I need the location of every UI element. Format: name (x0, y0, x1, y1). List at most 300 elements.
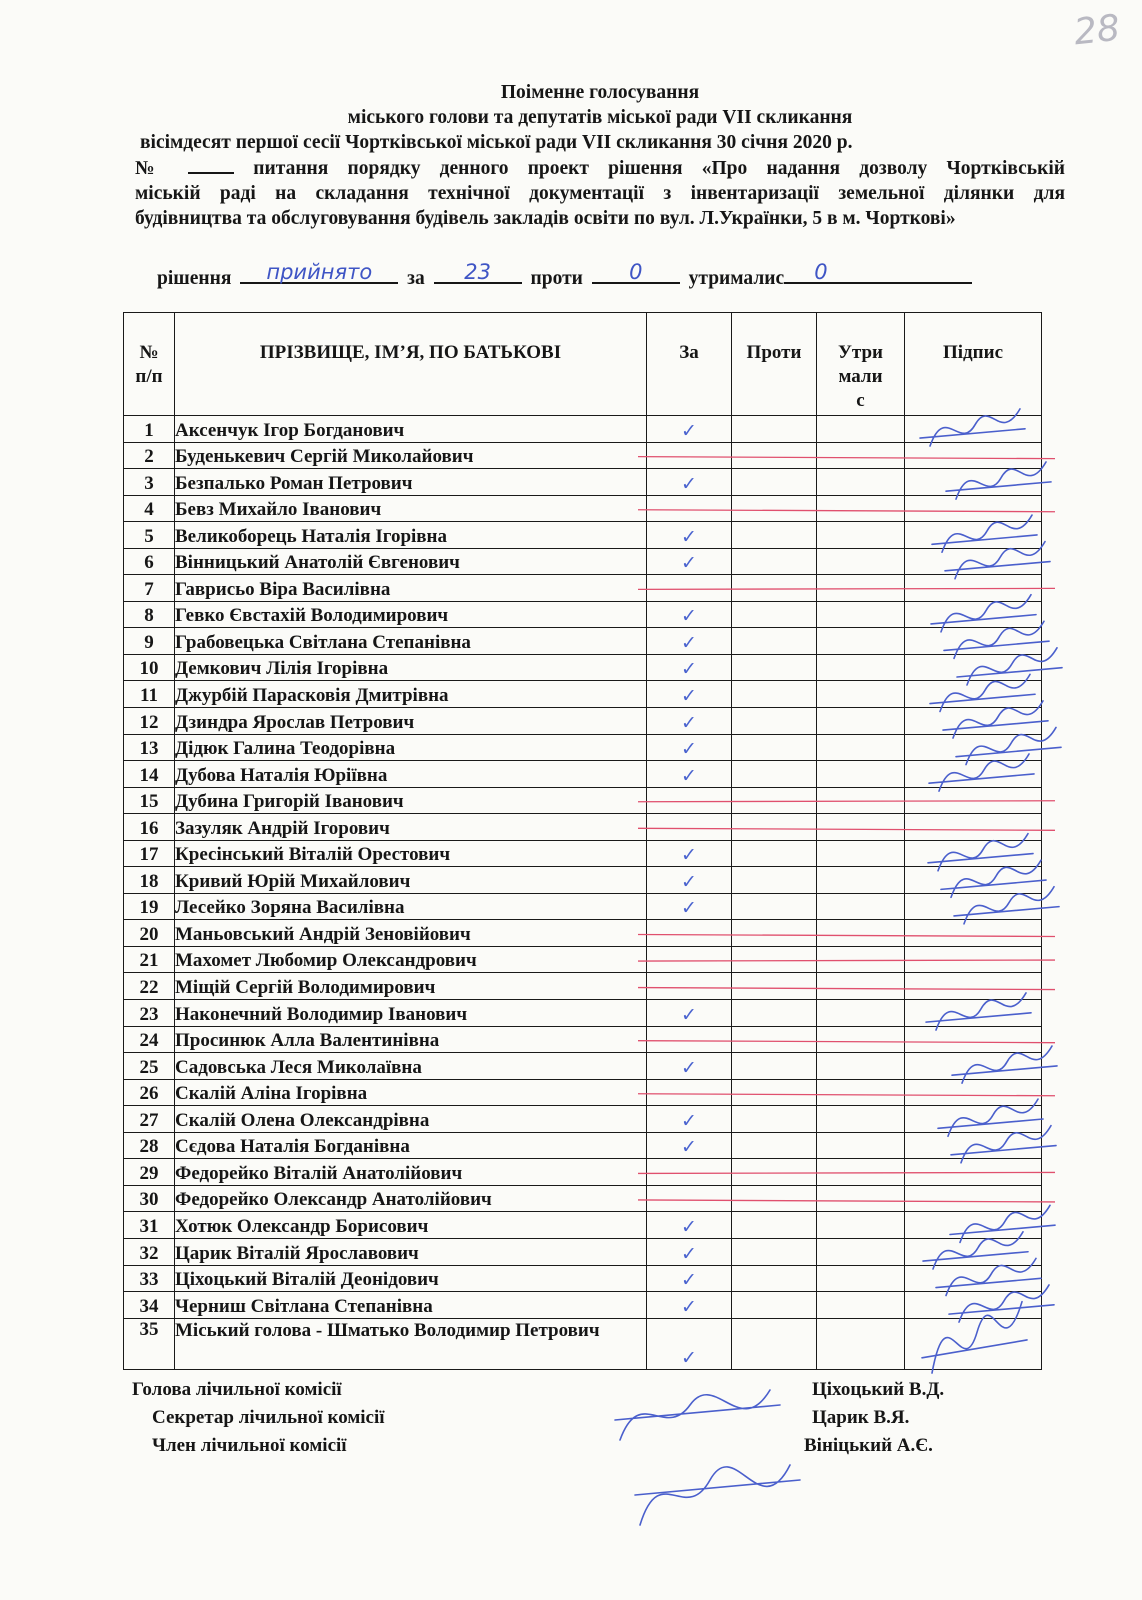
signature-cell (905, 681, 1042, 708)
row-number: 31 (124, 1212, 175, 1239)
checkmark-icon: ✓ (681, 631, 697, 654)
row-number: 34 (124, 1292, 175, 1319)
row-number: 26 (124, 1079, 175, 1106)
checkmark-icon: ✓ (681, 1215, 697, 1238)
signature-cell (905, 1000, 1042, 1027)
checkmark-icon: ✓ (681, 1003, 697, 1026)
checkmark-icon: ✓ (681, 1109, 697, 1132)
vote-against-cell (732, 734, 817, 761)
vote-for-cell (647, 893, 732, 920)
signature-cell (905, 787, 1042, 814)
row-number: 17 (124, 840, 175, 867)
member-name: Царик Віталій Ярославович (175, 1238, 647, 1265)
vote-abstained-cell (817, 1265, 905, 1292)
vote-abstained-cell (817, 920, 905, 947)
signature-cell (905, 840, 1042, 867)
member-name: Дубова Наталія Юріївна (175, 761, 647, 788)
table-row (124, 654, 1042, 681)
vote-abstained-cell (817, 708, 905, 735)
row-number: 13 (124, 734, 175, 761)
vote-for-cell (647, 469, 732, 496)
abstained-label: утрималис (688, 268, 785, 289)
signature-cell (905, 469, 1042, 496)
signature-cell (905, 442, 1042, 469)
vote-for-cell (647, 442, 732, 469)
vote-abstained-cell (817, 575, 905, 602)
signature-cell (905, 1159, 1042, 1186)
member-name: Махомет Любомир Олександрович (175, 946, 647, 973)
vote-for-cell (647, 548, 732, 575)
against-field (592, 262, 680, 284)
vote-abstained-cell (817, 734, 905, 761)
member-name: Зазуляк Андрій Ігорович (175, 814, 647, 841)
vote-for-cell (647, 1318, 732, 1369)
vote-for-cell (647, 1238, 732, 1265)
for-label: за (407, 268, 425, 289)
table-row (124, 1053, 1042, 1080)
vote-for-cell (647, 1212, 732, 1239)
member-name: Аксенчук Ігор Богданович (175, 416, 647, 443)
vote-against-cell (732, 1292, 817, 1319)
table-row (124, 893, 1042, 920)
row-number: 33 (124, 1265, 175, 1292)
signature-cell (905, 1026, 1042, 1053)
row-number: 12 (124, 708, 175, 735)
vote-abstained-cell (817, 893, 905, 920)
for-value: 23 (464, 260, 491, 284)
vote-abstained-cell (817, 1292, 905, 1319)
table-row (124, 761, 1042, 788)
row-number: 21 (124, 946, 175, 973)
table-row (124, 548, 1042, 575)
header-line-1: Поіменне голосування (500, 82, 700, 103)
item-number-sign: № (135, 158, 169, 179)
checkmark-icon: ✓ (681, 1346, 697, 1369)
vote-for-cell (647, 761, 732, 788)
row-number: 29 (124, 1159, 175, 1186)
header-name: ПРІЗВИЩЕ, ІМ’Я, ПО БАТЬКОВІ (175, 313, 647, 416)
signature-cell (905, 973, 1042, 1000)
signature-cell (905, 575, 1042, 602)
vote-against-cell (732, 1053, 817, 1080)
vote-for-cell (647, 654, 732, 681)
checkmark-icon: ✓ (681, 844, 697, 867)
commission-signature (635, 1465, 800, 1525)
commission-member-label: Член лічильної комісії (152, 1435, 347, 1456)
signature-cell (905, 1185, 1042, 1212)
member-name: Садовська Леся Миколаївна (175, 1053, 647, 1080)
vote-against-cell (732, 522, 817, 549)
commission-chair-name: Ціхоцький В.Д. (812, 1379, 945, 1400)
row-number: 24 (124, 1026, 175, 1053)
vote-for-cell (647, 867, 732, 894)
table-row (124, 495, 1042, 522)
member-name: Просинюк Алла Валентинівна (175, 1026, 647, 1053)
header-line-5: міській раді на складання технічної документації з інвентаризації земельної ділянки для (135, 183, 1065, 204)
member-name: Гаврисьо Віра Василівна (175, 575, 647, 602)
signature-cell (905, 946, 1042, 973)
vote-against-cell (732, 1318, 817, 1369)
vote-against-cell (732, 1159, 817, 1186)
vote-abstained-cell (817, 787, 905, 814)
checkmark-icon: ✓ (681, 1242, 697, 1265)
vote-against-cell (732, 814, 817, 841)
checkmark-icon: ✓ (681, 1056, 697, 1079)
table-row (124, 787, 1042, 814)
table-row (124, 1026, 1042, 1053)
member-name: Скалій Олена Олександрівна (175, 1106, 647, 1133)
checkmark-icon: ✓ (681, 472, 697, 495)
table-header-row (124, 313, 1042, 416)
vote-against-cell (732, 601, 817, 628)
vote-abstained-cell (817, 1318, 905, 1369)
member-name: Дідюк Галина Теодорівна (175, 734, 647, 761)
vote-abstained-cell (817, 1106, 905, 1133)
vote-against-cell (732, 1238, 817, 1265)
signature-cell (905, 548, 1042, 575)
vote-for-cell (647, 522, 732, 549)
row-number: 15 (124, 787, 175, 814)
member-name: Вінницький Анатолій Євгенович (175, 548, 647, 575)
row-number: 20 (124, 920, 175, 947)
table-row (124, 920, 1042, 947)
table-row (124, 973, 1042, 1000)
row-number: 9 (124, 628, 175, 655)
member-name: Грабовецька Світлана Степанівна (175, 628, 647, 655)
signature-cell (905, 628, 1042, 655)
table-row (124, 708, 1042, 735)
member-name: Бевз Михайло Іванович (175, 495, 647, 522)
vote-abstained-cell (817, 867, 905, 894)
row-number: 2 (124, 442, 175, 469)
vote-for-cell (647, 787, 732, 814)
member-name: Сєдова Наталія Богданівна (175, 1132, 647, 1159)
vote-for-cell (647, 601, 732, 628)
signature-cell (905, 734, 1042, 761)
vote-abstained-cell (817, 973, 905, 1000)
vote-against-cell (732, 920, 817, 947)
vote-for-cell (647, 1265, 732, 1292)
checkmark-icon: ✓ (681, 525, 697, 548)
vote-for-cell (647, 920, 732, 947)
member-name: Міський голова - Шматько Володимир Петрович (175, 1318, 647, 1369)
member-name: Великоборець Наталія Ігорівна (175, 522, 647, 549)
table-row (124, 1132, 1042, 1159)
member-name: Кривий Юрій Михайлович (175, 867, 647, 894)
signature-cell (905, 893, 1042, 920)
vote-abstained-cell (817, 1185, 905, 1212)
signature-cell (905, 495, 1042, 522)
commission-names (804, 1376, 945, 1460)
checkmark-icon: ✓ (681, 738, 697, 761)
vote-abstained-cell (817, 1026, 905, 1053)
header-signature: Підпис (905, 313, 1042, 416)
row-number: 4 (124, 495, 175, 522)
row-number: 3 (124, 469, 175, 496)
signature-cell (905, 654, 1042, 681)
row-number: 28 (124, 1132, 175, 1159)
decision-value: прийнято (266, 260, 373, 284)
signature-cell (905, 1053, 1042, 1080)
vote-for-cell (647, 1106, 732, 1133)
vote-abstained-cell (817, 416, 905, 443)
table-row (124, 522, 1042, 549)
vote-for-cell (647, 628, 732, 655)
signature-cell (905, 522, 1042, 549)
abstained-field (784, 262, 972, 284)
commission-labels (132, 1376, 385, 1460)
vote-against-cell (732, 893, 817, 920)
vote-against-cell (732, 654, 817, 681)
vote-for-cell (647, 946, 732, 973)
vote-against-cell (732, 1106, 817, 1133)
row-number: 32 (124, 1238, 175, 1265)
row-number: 27 (124, 1106, 175, 1133)
member-name: Дзиндра Ярослав Петрович (175, 708, 647, 735)
member-name: Демкович Лілія Ігорівна (175, 654, 647, 681)
vote-against-cell (732, 442, 817, 469)
vote-abstained-cell (817, 442, 905, 469)
vote-against-cell (732, 416, 817, 443)
vote-against-cell (732, 708, 817, 735)
checkmark-icon: ✓ (681, 1136, 697, 1159)
header-line-6: будівництва та обслуговування будівель закладів освіти по вул. Л.Українки, 5 в м. Чорткові» (135, 208, 956, 229)
member-name: Федорейко Віталій Анатолійович (175, 1159, 647, 1186)
vote-abstained-cell (817, 1132, 905, 1159)
table-body (124, 416, 1042, 1370)
table-row (124, 1159, 1042, 1186)
vote-against-cell (732, 469, 817, 496)
table-row (124, 575, 1042, 602)
member-name: Лесейко Зоряна Василівна (175, 893, 647, 920)
vote-for-cell (647, 1026, 732, 1053)
table-row (124, 1079, 1042, 1106)
vote-against-cell (732, 495, 817, 522)
vote-against-cell (732, 973, 817, 1000)
signature-cell (905, 416, 1042, 443)
vote-against-cell (732, 840, 817, 867)
checkmark-icon: ✓ (681, 1295, 697, 1318)
table-row (124, 628, 1042, 655)
signature-cell (905, 601, 1042, 628)
signature-cell (905, 1106, 1042, 1133)
header-line-4-text: питання порядку денного проект рішення «Про надання дозволу Чортківській (253, 158, 1065, 179)
vote-against-cell (732, 867, 817, 894)
decision-field (240, 262, 398, 284)
row-number: 35 (124, 1318, 175, 1369)
row-number: 7 (124, 575, 175, 602)
vote-table (123, 312, 1042, 1370)
signature-cell (905, 1265, 1042, 1292)
vote-abstained-cell (817, 601, 905, 628)
header-line-4 (135, 155, 1065, 181)
vote-against-cell (732, 1026, 817, 1053)
member-name: Буденькевич Сергій Миколайович (175, 442, 647, 469)
signature-cell (905, 1238, 1042, 1265)
checkmark-icon: ✓ (681, 685, 697, 708)
vote-for-cell (647, 840, 732, 867)
against-value: 0 (629, 260, 643, 284)
vote-abstained-cell (817, 522, 905, 549)
table-row (124, 469, 1042, 496)
signature-cell (905, 761, 1042, 788)
table-row (124, 1212, 1042, 1239)
vote-abstained-cell (817, 1238, 905, 1265)
table-row (124, 946, 1042, 973)
table-row (124, 1106, 1042, 1133)
checkmark-icon: ✓ (681, 552, 697, 575)
member-name: Хотюк Олександр Борисович (175, 1212, 647, 1239)
vote-abstained-cell (817, 628, 905, 655)
header-num: № п/п (124, 313, 175, 416)
vote-against-cell (732, 1212, 817, 1239)
row-number: 6 (124, 548, 175, 575)
row-number: 22 (124, 973, 175, 1000)
member-name: Безпалько Роман Петрович (175, 469, 647, 496)
vote-for-cell (647, 1132, 732, 1159)
header-against: Проти (732, 313, 817, 416)
vote-against-cell (732, 1265, 817, 1292)
row-number: 10 (124, 654, 175, 681)
checkmark-icon: ✓ (681, 658, 697, 681)
for-field (434, 262, 522, 284)
commission-signature (615, 1390, 780, 1440)
table-row (124, 1000, 1042, 1027)
row-number: 1 (124, 416, 175, 443)
vote-abstained-cell (817, 946, 905, 973)
commission-chair-label: Голова лічильної комісії (132, 1379, 342, 1400)
page-number: 28 (1071, 7, 1122, 54)
member-name: Джурбій Парасковія Дмитрівна (175, 681, 647, 708)
abstained-value: 0 (814, 260, 828, 284)
vote-against-cell (732, 761, 817, 788)
row-number: 30 (124, 1185, 175, 1212)
vote-for-cell (647, 708, 732, 735)
header-line-3: вісімдесят першої сесії Чортківської міської ради VII скликання 30 січня 2020 р. (140, 132, 853, 153)
commission-secretary-label: Секретар лічильної комісії (152, 1407, 385, 1428)
vote-against-cell (732, 1132, 817, 1159)
vote-abstained-cell (817, 761, 905, 788)
vote-for-cell (647, 814, 732, 841)
vote-for-cell (647, 1053, 732, 1080)
vote-abstained-cell (817, 1159, 905, 1186)
vote-for-cell (647, 495, 732, 522)
against-label: проти (530, 268, 583, 289)
table-row (124, 1238, 1042, 1265)
checkmark-icon: ✓ (681, 870, 697, 893)
signature-cell (905, 1212, 1042, 1239)
member-name: Маньовський Андрій Зеновійович (175, 920, 647, 947)
signature-cell (905, 1318, 1042, 1369)
member-name: Скалій Аліна Ігорівна (175, 1079, 647, 1106)
vote-abstained-cell (817, 814, 905, 841)
row-number: 8 (124, 601, 175, 628)
vote-abstained-cell (817, 681, 905, 708)
member-name: Дубина Григорій Іванович (175, 787, 647, 814)
header-line-2: міського голови та депутатів міської ради VII скликання (347, 107, 853, 128)
vote-abstained-cell (817, 1079, 905, 1106)
table-row (124, 442, 1042, 469)
header-for: За (647, 313, 732, 416)
member-name: Кресінський Віталій Орестович (175, 840, 647, 867)
document-header (135, 80, 1065, 231)
checkmark-icon: ✓ (681, 605, 697, 628)
commission-member-name: Вініцький А.Є. (804, 1435, 933, 1456)
checkmark-icon: ✓ (681, 897, 697, 920)
item-number-blank (188, 155, 234, 174)
vote-abstained-cell (817, 840, 905, 867)
row-number: 18 (124, 867, 175, 894)
signature-cell (905, 920, 1042, 947)
member-name: Черниш Світлана Степанівна (175, 1292, 647, 1319)
vote-for-cell (647, 1185, 732, 1212)
vote-for-cell (647, 973, 732, 1000)
row-number: 5 (124, 522, 175, 549)
table-row (124, 734, 1042, 761)
row-number: 16 (124, 814, 175, 841)
member-name: Наконечний Володимир Іванович (175, 1000, 647, 1027)
row-number: 14 (124, 761, 175, 788)
vote-against-cell (732, 575, 817, 602)
vote-for-cell (647, 1292, 732, 1319)
vote-abstained-cell (817, 1053, 905, 1080)
vote-abstained-cell (817, 548, 905, 575)
vote-abstained-cell (817, 654, 905, 681)
vote-against-cell (732, 946, 817, 973)
row-number: 19 (124, 893, 175, 920)
checkmark-icon: ✓ (681, 1269, 697, 1292)
table-row (124, 416, 1042, 443)
vote-for-cell (647, 1079, 732, 1106)
vote-for-cell (647, 734, 732, 761)
signature-cell (905, 1079, 1042, 1106)
signature-cell (905, 1292, 1042, 1319)
vote-abstained-cell (817, 469, 905, 496)
row-number: 25 (124, 1053, 175, 1080)
vote-for-cell (647, 575, 732, 602)
decision-label: рішення (157, 268, 232, 289)
signature-cell (905, 814, 1042, 841)
vote-against-cell (732, 1185, 817, 1212)
table-row (124, 1265, 1042, 1292)
vote-for-cell (647, 416, 732, 443)
vote-for-cell (647, 1159, 732, 1186)
commission-secretary-name: Царик В.Я. (812, 1407, 910, 1428)
table-row (124, 681, 1042, 708)
vote-abstained-cell (817, 1000, 905, 1027)
table-row (124, 1185, 1042, 1212)
vote-against-cell (732, 681, 817, 708)
table-row (124, 1292, 1042, 1319)
vote-against-cell (732, 628, 817, 655)
checkmark-icon: ✓ (681, 764, 697, 787)
table-row (124, 814, 1042, 841)
checkmark-icon: ✓ (681, 419, 697, 442)
table-row (124, 867, 1042, 894)
row-number: 11 (124, 681, 175, 708)
member-name: Гевко Євстахій Володимирович (175, 601, 647, 628)
vote-against-cell (732, 548, 817, 575)
table-row (124, 601, 1042, 628)
vote-against-cell (732, 1000, 817, 1027)
signature-cell (905, 1132, 1042, 1159)
vote-results (157, 262, 976, 290)
vote-against-cell (732, 787, 817, 814)
header-abstained: Утрималис (817, 313, 905, 416)
signature-cell (905, 867, 1042, 894)
table-row (124, 1318, 1042, 1369)
vote-for-cell (647, 1000, 732, 1027)
